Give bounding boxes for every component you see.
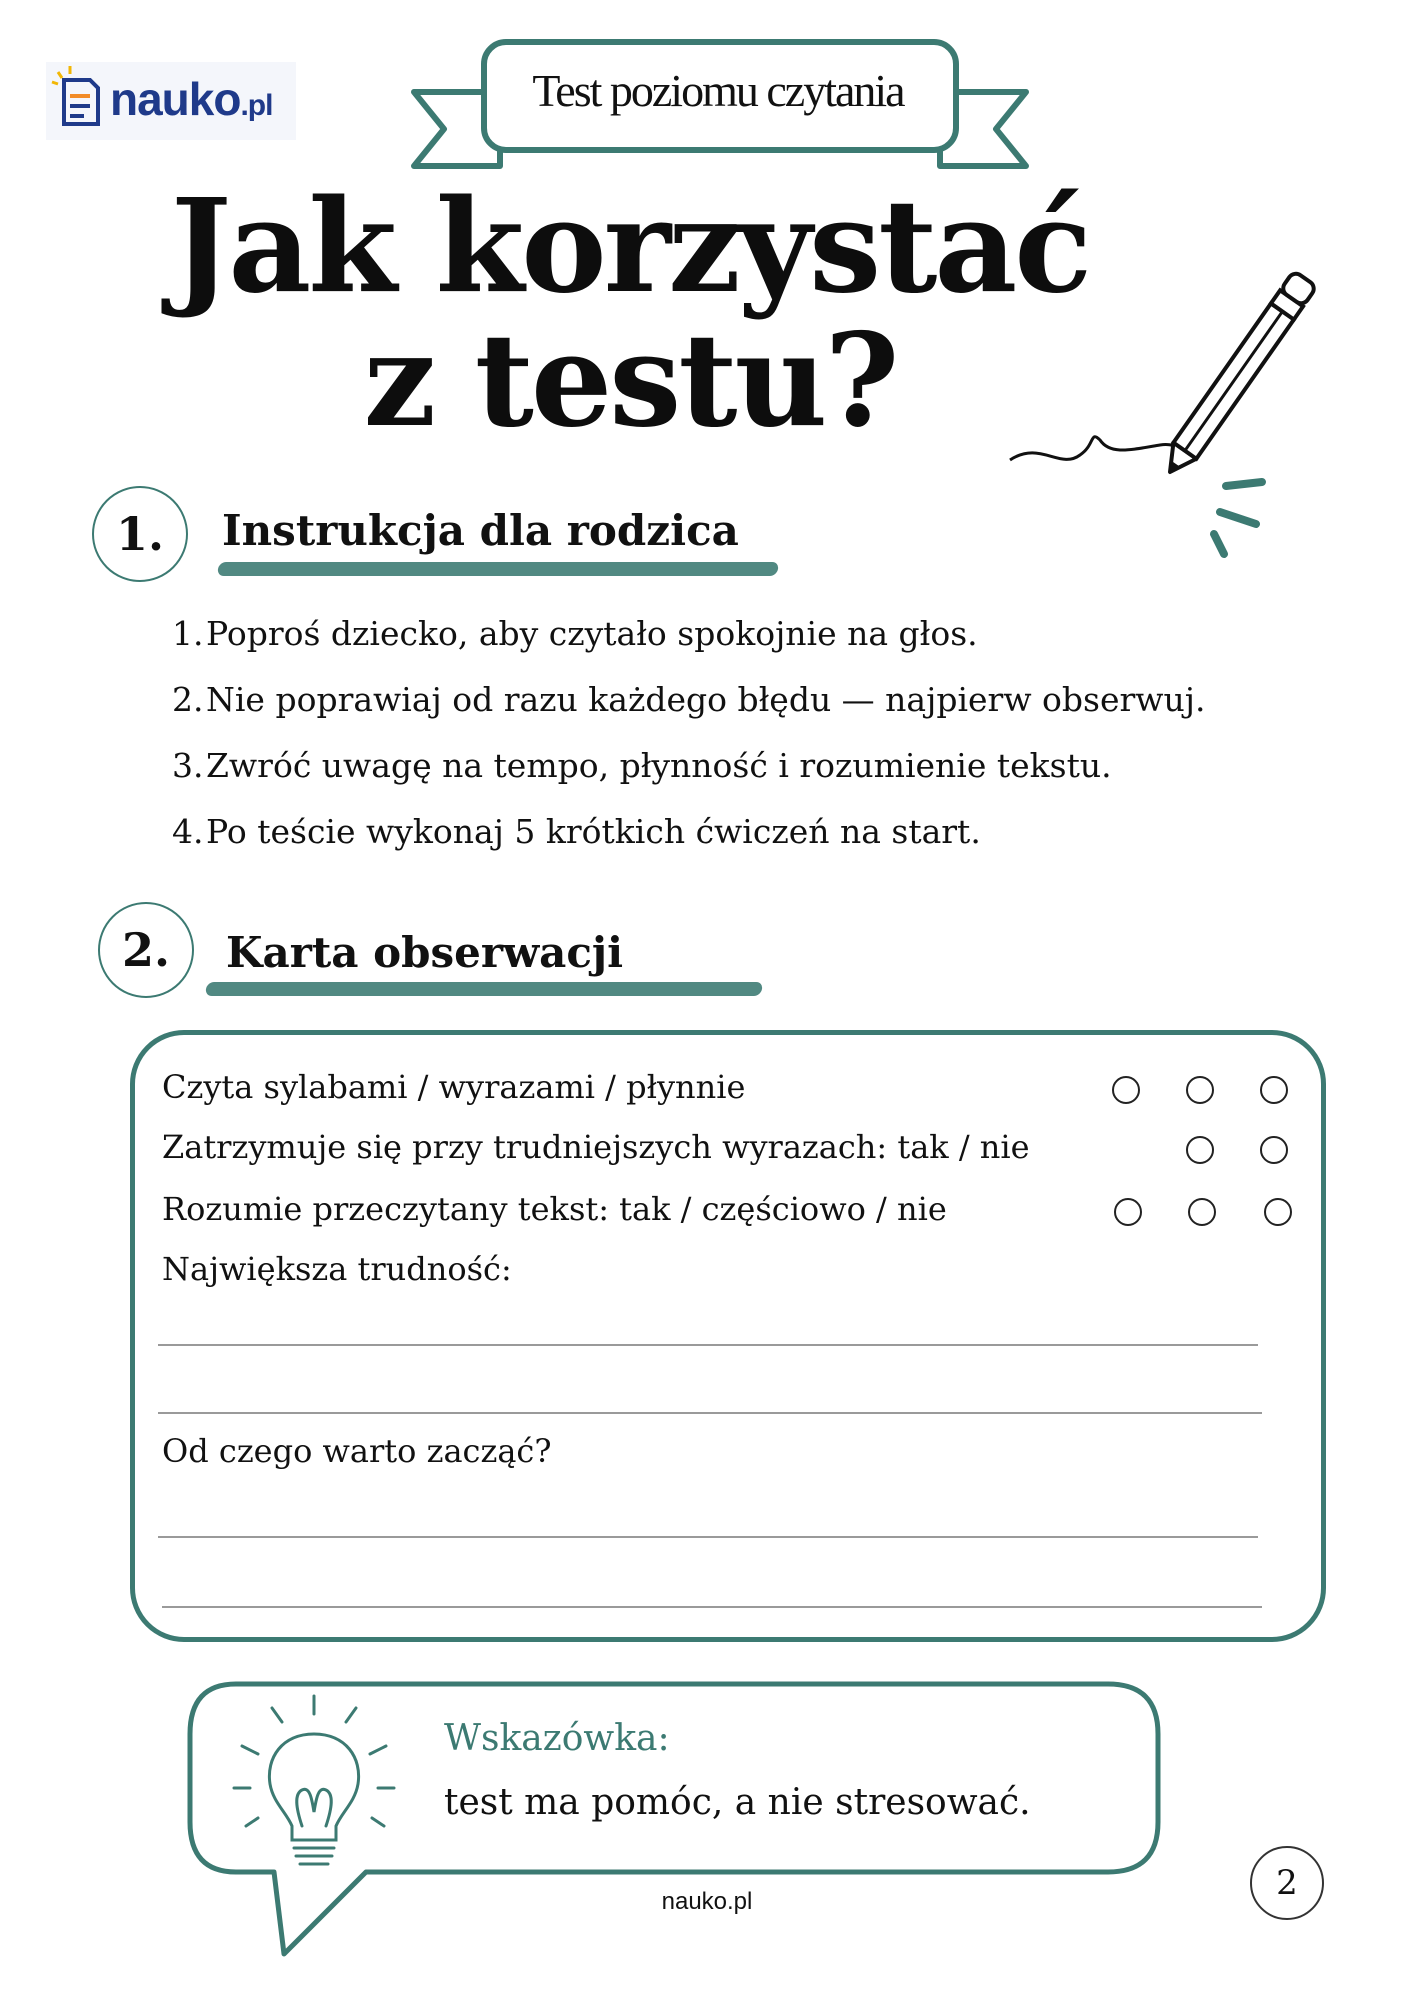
radio-option[interactable] [1186, 1136, 1214, 1164]
observation-row-stops: Zatrzymuje się przy trudniejszych wyrazach: tak / nie [162, 1128, 1030, 1166]
section2-title: Karta obserwacji [226, 928, 624, 977]
section1-underline [217, 562, 779, 576]
answer-line[interactable] [162, 1606, 1262, 1608]
observation-row-reading: Czyta sylabami / wyrazami / płynnie [162, 1068, 746, 1106]
page-title-line2: z testu? [363, 306, 897, 457]
radio-option[interactable] [1260, 1136, 1288, 1164]
pencil-icon [1000, 250, 1340, 560]
answer-line[interactable] [158, 1536, 1258, 1538]
radio-option[interactable] [1264, 1198, 1292, 1226]
lightbulb-icon [222, 1690, 402, 1890]
list-item: 4. Po teście wykonaj 5 krótkich ćwiczeń na start. [172, 812, 981, 851]
radio-option[interactable] [1186, 1076, 1214, 1104]
observation-card [130, 1030, 1326, 1642]
page-title-line1: Jak korzystać [170, 172, 1090, 322]
radio-option[interactable] [1112, 1076, 1140, 1104]
section1-title: Instrukcja dla rodzica [222, 506, 739, 555]
radio-option[interactable] [1260, 1076, 1288, 1104]
question-start: Od czego warto zacząć? [162, 1432, 552, 1470]
page-title [150, 172, 1110, 457]
list-item: 1. Poproś dziecko, aby czytało spokojnie na głos. [172, 614, 978, 653]
section1-number: 1. [92, 486, 188, 582]
footer-site: nauko.pl [661, 1888, 753, 1915]
radio-option[interactable] [1114, 1198, 1142, 1226]
logo-wordmark: nauko.pl [110, 73, 273, 125]
answer-line[interactable] [158, 1344, 1258, 1346]
sparkle-icon [1200, 476, 1280, 566]
section2-underline [205, 982, 763, 996]
radio-option[interactable] [1188, 1198, 1216, 1226]
list-item: 2. Nie poprawiaj od razu każdego błędu — najpierw obserwuj. [172, 680, 1206, 719]
observation-row-comprehension: Rozumie przeczytany tekst: tak / częściowo / nie [162, 1190, 947, 1228]
banner-label: Test poziomu czytania [532, 65, 904, 116]
question-difficulty: Największa trudność: [162, 1250, 512, 1288]
instruction-list [172, 608, 1352, 872]
tip-label: Wskazówka: [444, 1718, 670, 1759]
page-number: 2 [1250, 1846, 1324, 1920]
tip-text: test ma pomóc, a nie stresować. [444, 1782, 1031, 1823]
section2-number: 2. [98, 902, 194, 998]
list-item: 3. Zwróć uwagę na tempo, płynność i rozumienie tekstu. [172, 746, 1112, 785]
answer-line[interactable] [158, 1412, 1262, 1414]
